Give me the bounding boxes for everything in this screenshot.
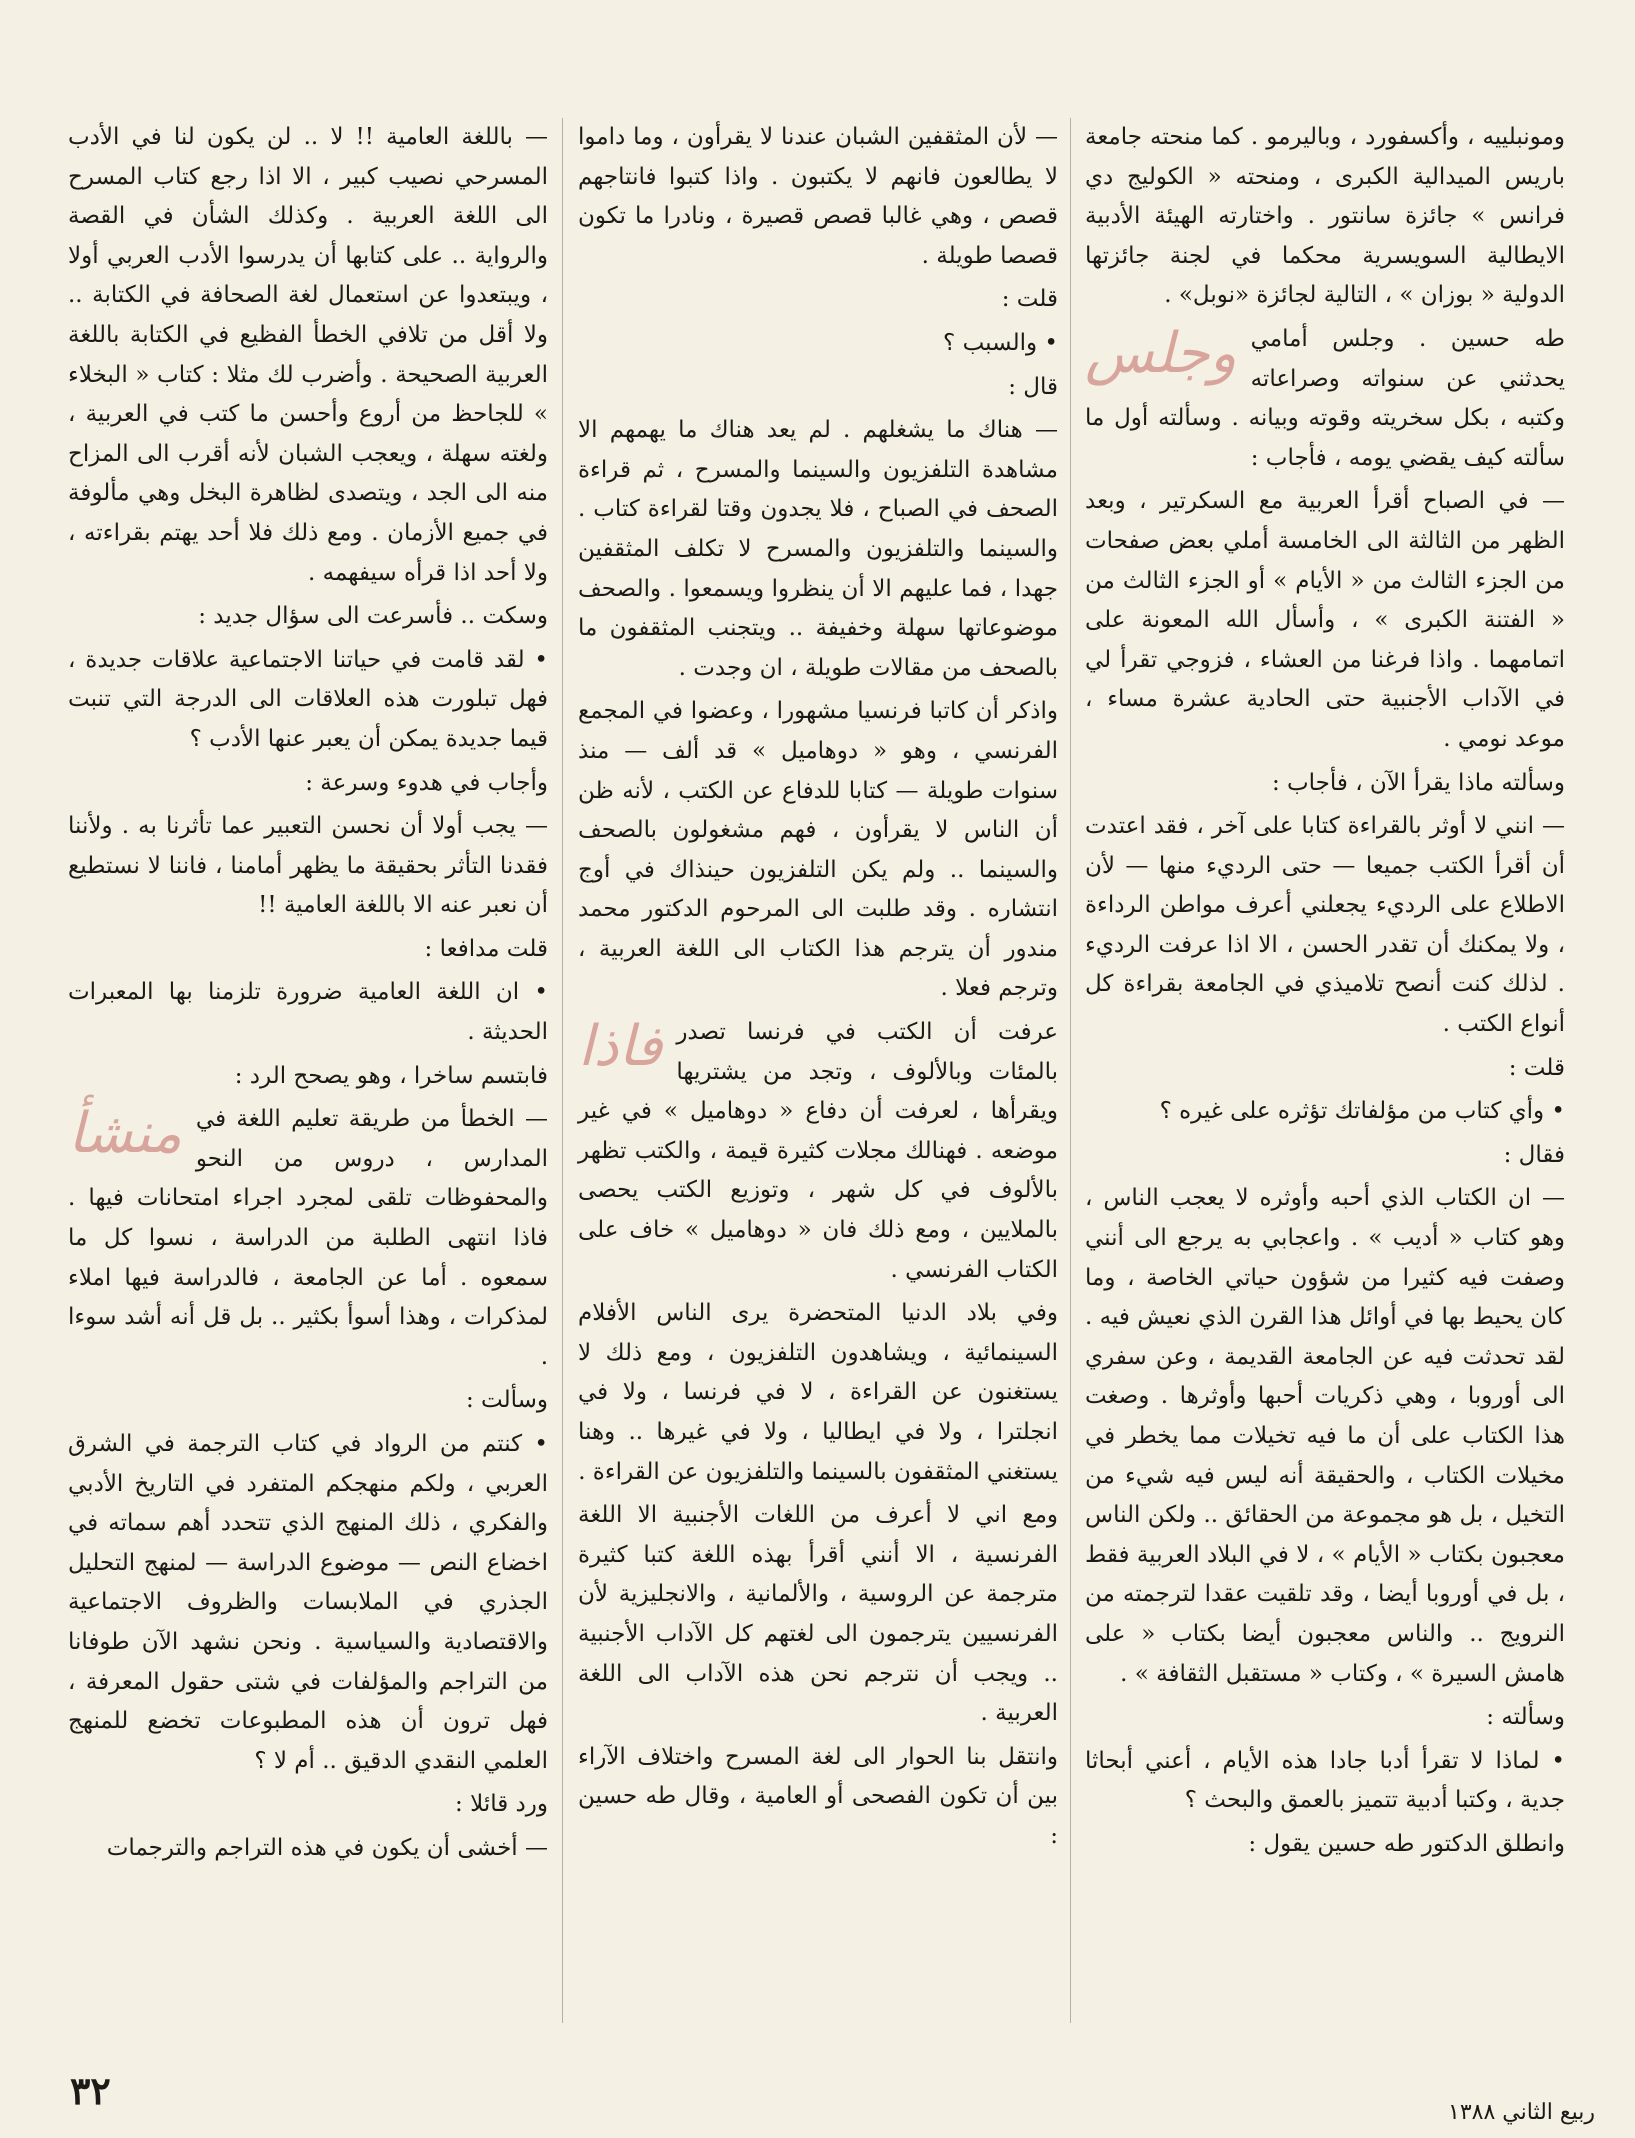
paragraph: — هناك ما يشغلهم . لم يعد هناك ما يهمهم الا مشاهدة التلفزيون والسينما والمسرح ، ثم قراءة الصحف في الصباح ، فلا يجدون وقتا لقراءة كتاب . والسينما والتلفزيون والمسرح لا تكلف المثقفين جهدا ، فما عليهم الا أن ينظروا ويسمعوا . والصحف موضوعاتها سهلة وخفيفة .. ويتجنب المثقفون ما بالصحف من مقالات طويلة ، ان وجدت .	[578, 417, 1058, 681]
paragraph: وسألت :	[465, 1387, 548, 1414]
paragraph: — ان الكتاب الذي أحبه وأوثره لا يعجب الناس ، وهو كتاب « أديب » . واعجابي به يرجع الى أنني وصفت فيه كثيرا من شؤون حياتي الخاصة ، وما كان يحيط بها في أوائل هذا القرن الذي نعيش فيه . لقد تحدثت فيه عن الجامعة القديمة ، وعن سفري الى أوروبا ، وهي ذكريات أحبها وأوثرها . وصغت هذا الكتاب على أن ما فيه تخيلات مما يخطر في مخيلات الكتاب ، والحقيقة أنه ليس فيه شيء من التخيل ، بل هو مجموعة من الحقائق .. ولكن الناس معجبون بكتاب « الأيام » ، لا في البلاد العربية فقط ، بل في أوروبا أيضا ، وقد تلقيت عقدا لترجمته من النرويج .. والناس معجبون أيضا بكتاب « على هامش السيرة » ، وكتاب « مستقبل الثقافة » .	[1085, 1185, 1565, 1687]
paragraph: وفي بلاد الدنيا المتحضرة يرى الناس الأفلام السينمائية ، ويشاهدون التلفزيون ، ومع ذلك لا يستغنون عن القراءة ، لا في فرنسا ، ولا في انجلترا ، ولا في ايطاليا ، ولا في غيرها .. وهنا يستغني المثقفون بالسينما والتلفزيون عن القراءة .	[578, 1300, 1058, 1485]
paragraph: قلت مدافعا :	[424, 935, 548, 962]
paragraph-text: عرفت أن الكتب في فرنسا تصدر بالمئات وبالألوف ، وتجد من يشتريها ويقرأها ، لعرفت أن دفاع « دوهاميل » في غير موضعه . فهنالك مجلات كثيرة قيمة ، والكتب تظهر بالألوف في كل شهر ، وتوزيع الكتب يحصى بالملايين ، ومع ذلك فان « دوهاميل » خاف على الكتاب الفرنسي .	[578, 1019, 1058, 1283]
paragraph: قلت :	[1508, 1054, 1565, 1081]
paragraph	[68, 1100, 548, 1377]
paragraph: — يجب أولا أن نحسن التعبير عما تأثرنا به . ولأننا فقدنا التأثر بحقيقة ما يظهر أمامنا ، فاننا لا نستطيع أن نعبر عنه الا باللغة العامية !!	[68, 813, 548, 919]
paragraph: قال :	[1008, 373, 1058, 400]
column-middle	[578, 118, 1058, 1857]
paragraph-text: — الخطأ من طريقة تعليم اللغة في المدارس ، دروس من النحو والمحفوظات تلقى لمجرد اجراء امتحانات فيها . فاذا انتهى الطلبة من الدراسة ، نسوا كل ما سمعوه . أما عن الجامعة ، فالدراسة فيها املاء لمذكرات ، وهذا أسوأ بكثير .. بل قل أنه أشد سوءا .	[68, 1106, 548, 1370]
paragraph: — في الصباح أقرأ العربية مع السكرتير ، وبعد الظهر من الثالثة الى الخامسة أملي بعض صفحات من الجزء الثالث من « الأيام » أو الجزء الثالث من « الفتنة الكبرى » ، وأسأل الله المعونة على اتمامهما . واذا فرغنا من العشاء ، فزوجي تقرأ لي في الآداب الأجنبية حتى الحادية عشرة مساء ، موعد نومي .	[1085, 488, 1565, 752]
paragraph: • ان اللغة العامية ضرورة تلزمنا بها المعبرات الحديثة .	[68, 979, 548, 1046]
paragraph: — انني لا أوثر بالقراءة كتابا على آخر ، فقد اعتدت أن أقرأ الكتب جميعا — حتى الرديء منها — لأن الاطلاع على الرديء يجعلني أعرف مواطن الرداءة ، ولا يمكنك أن تقدر الحسن ، الا اذا عرفت الرديء . لذلك كنت أنصح تلاميذي في الجامعة بقراءة كل أنواع الكتب .	[1085, 813, 1565, 1038]
paragraph: ومونبلييه ، وأكسفورد ، وباليرمو . كما منحته جامعة باريس الميدالية الكبرى ، ومنحته « الكوليج دي فرانس » جائزة سانتور . واختارته الهيئة الأدبية الايطالية السويسرية محكما في لجنة جائزتها الدولية « بوزان » ، التالية لجائزة «نوبل» .	[1085, 124, 1565, 309]
column-right	[1085, 118, 1565, 1865]
paragraph: • لماذا لا تقرأ أدبا جادا هذه الأيام ، أعني أبحاثا جدية ، وكتبا أدبية تتميز بالعمق والبحث ؟	[1085, 1747, 1565, 1814]
paragraph: • وأي كتاب من مؤلفاتك تؤثره على غيره ؟	[1159, 1098, 1565, 1125]
paragraph: وانتقل بنا الحوار الى لغة المسرح واختلاف الآراء بين أن تكون الفصحى أو العامية ، وقال طه حسين :	[578, 1743, 1058, 1849]
page-number: ٣٢	[70, 2068, 111, 2113]
paragraph: — لأن المثقفين الشبان عندنا لا يقرأون ، وما داموا لا يطالعون فانهم لا يكتبون . واذا كتبوا فانتاجهم قصص ، وهي غالبا قصص قصيرة ، ونادرا ما تكون قصصا طويلة .	[578, 124, 1058, 269]
paragraph: قلت :	[1001, 286, 1058, 313]
paragraph: وسألته :	[1486, 1704, 1565, 1731]
paragraph: وسكت .. فأسرعت الى سؤال جديد :	[198, 603, 548, 630]
paragraph: ومع اني لا أعرف من اللغات الأجنبية الا اللغة الفرنسية ، الا أنني أقرأ بهذه اللغة كتبا كثيرة مترجمة عن الروسية ، والألمانية ، والانجليزية لأن الفرنسيين يترجمون الى لغتهم كل الآداب الأجنبية .. ويجب أن نترجم نحن هذه الآداب الى اللغة العربية .	[578, 1502, 1058, 1727]
column-rule	[562, 118, 563, 2023]
paragraph: • كنتم من الرواد في كتاب الترجمة في الشرق العربي ، ولكم منهجكم المتفرد في التاريخ الأدبي والفكري ، ذلك المنهج الذي تتحدد أهم سماته في اخضاع النص — موضوع الدراسة — لمنهج التحليل الجذري في الملابسات والظروف الاجتماعية والاقتصادية والسياسية . ونحن نشهد الآن طوفانا من التراجم والمؤلفات في شتى حقول المعرفة ، فهل ترون أن هذه المطبوعات تخضع للمنهج العلمي النقدي الدقيق .. أم لا ؟	[68, 1431, 548, 1774]
paragraph: فقال :	[1503, 1141, 1565, 1168]
paragraph: • لقد قامت في حياتنا الاجتماعية علاقات جديدة ، فهل تبلورت هذه العلاقات الى الدرجة التي تنبت قيما جديدة يمكن أن يعبر عنها الأدب ؟	[68, 646, 548, 752]
paragraph	[1085, 320, 1565, 478]
side-heading: منشأ	[68, 1101, 182, 1167]
column-rule	[1070, 118, 1071, 2023]
paragraph-text: طه حسين . وجلس أمامي يحدثني عن سنواته وصراعاته وكتبه ، بكل سخريته وقوته وبيانه . وسألته أول ما سألته كيف يقضي يومه ، فأجاب :	[1085, 325, 1565, 471]
paragraph: فابتسم ساخرا ، وهو يصحح الرد :	[234, 1062, 548, 1089]
side-heading: وجلس	[1085, 320, 1237, 386]
paragraph: وسألته ماذا يقرأ الآن ، فأجاب :	[1271, 769, 1565, 796]
side-heading: فاذا	[578, 1014, 663, 1080]
paragraph: ورد قائلا :	[455, 1791, 548, 1818]
paragraph: • والسبب ؟	[943, 329, 1058, 356]
paragraph: وانطلق الدكتور طه حسين يقول :	[1248, 1830, 1565, 1857]
paragraph: — أخشى أن يكون في هذه التراجم والترجمات	[106, 1834, 548, 1861]
paragraph: وأجاب في هدوء وسرعة :	[305, 769, 548, 796]
issue-date: ربيع الثاني ١٣٨٨	[1448, 2100, 1595, 2125]
paragraph: — باللغة العامية !! لا .. لن يكون لنا في الأدب المسرحي نصيب كبير ، الا اذا رجع كتاب المسرح الى اللغة العربية . وكذلك الشأن في القصة والرواية .. على كتابها أن يدرسوا الأدب العربي أولا ، ويبتعدوا عن استعمال لغة الصحافة في الكتابة .. ولا أقل من تلافي الخطأ الفظيع في الكتابة باللغة العربية الصحيحة . وأضرب لك مثلا : كتاب « البخلاء » للجاحظ من أروع وأحسن ما كتب في العربية ، ولغته سهلة ، ويعجب الشبان لأنه أقرب الى المزاح منه الى الجد ، ويتصدى لظاهرة البخل وهي مألوفة في جميع الأزمان . ومع ذلك فلا أحد يهتم بقراءته ، ولا أحد اذا قرأه سيفهمه .	[68, 124, 548, 586]
column-left	[68, 118, 548, 1869]
paragraph	[578, 1013, 1058, 1290]
paragraph: واذكر أن كاتبا فرنسيا مشهورا ، وعضوا في المجمع الفرنسي ، وهو « دوهاميل » قد ألف — منذ سنوات طويلة — كتابا للدفاع عن الكتب ، لأنه ظن أن الناس لا يقرأون ، فهم مشغولون بالصحف والسينما .. ولم يكن التلفزيون حينذاك في أوج انتشاره . وقد طلبت الى المرحوم الدكتور محمد مندور أن يترجم هذا الكتاب الى اللغة العربية ، وترجم فعلا .	[578, 698, 1058, 1002]
